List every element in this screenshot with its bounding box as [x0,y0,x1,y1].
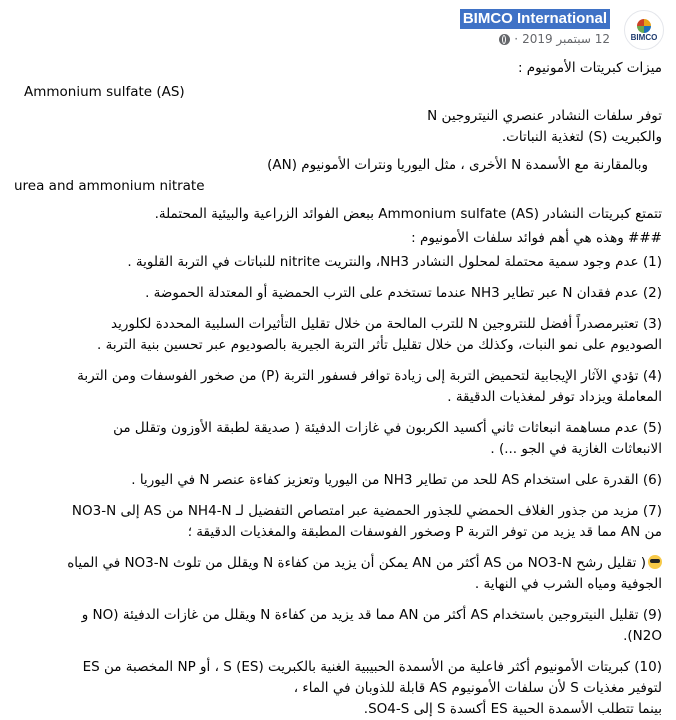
list-item: (10) كبريتات الأمونيوم أكثر فاعلية من الأسمدة الحبيبية الغنية بالكبريت S (ES) ، أو NP المخصبة من ES [82,659,662,675]
avatar-label: BIMCO [630,32,658,42]
text-line: والكبريت (S) لتغذية النباتات. [501,129,662,145]
text-line: وبالمقارنة مع الأسمدة N الأخرى ، مثل اليوريا ونترات الأمونيوم (AN) [267,157,648,173]
list-item: (3) تعتبرمصدراً أفضل للنتروجين N للترب المالحة من خلال تقليل التأثيرات السلبية المحددة لكلوريد [111,316,662,332]
list-item-continued: من AN مما قد يزيد من توفر التربة P وصخور الفوسفات المطبقة والمغذيات الدقيقة ؛ [187,524,662,540]
list-item-continued: الانبعاثات الغازية في الجو ...) . [490,441,662,457]
post-heading: ميزات كبريتات الأمونيوم : [517,60,662,76]
list-item-continued: بينما تتطلب الأسمدة الحبية ES أكسدة S إلى SO4-S. [363,701,662,717]
list-item-continued: الصوديوم على نمو النبات، وكذلك من خلال تقليل تأثر التربة الجيرية بالصوديوم عبر تحسين بنية التربة . [97,337,662,353]
list-item: (7) مزيد من جذور الغلاف الحمضي للجذور الحمضية عبر امتصاص التفضيل لـ NH4-N من AS إلى NO3-N [71,503,662,519]
as-english-line: Ammonium sulfate (AS) [24,84,185,100]
urea-english-line: urea and ammonium nitrate [14,178,205,194]
list-item: (2) عدم فقدان N عبر تطاير NH3 عندما تستخدم على الترب الحمضية أو المعتدلة الحموضة . [145,285,662,301]
list-item-continued: لتوفير مغذيات S لأن سلفات الأمونيوم AS قابلة للذوبان في الماء ، [293,680,662,696]
list-item-continued: N2O). [623,628,662,644]
list-item: (4) تؤدي الآثار الإيجابية لتحميض التربة إلى زيادة توافر فسفور التربة (P) من صخور الفوسفات ومن التربة [77,368,662,384]
list-item: (1) عدم وجود سمية محتملة لمحلول النشادر NH3، والنتريت nitrite للنباتات في التربة القلوية . [127,254,662,270]
benefits-heading: ### وهذه هي أهم فوائد سلفات الأمونيوم : [411,230,662,246]
text-line: توفر سلفات النشادر عنصري النيتروجين N [427,108,662,124]
page-name-link[interactable]: BIMCO International [460,9,610,29]
page-avatar[interactable] [624,10,664,50]
list-item-continued: المعاملة ويزداد توفر لمغذيات الدقيقة . [447,389,662,405]
post-header [12,6,664,52]
list-item: (9) تقليل النيتروجين باستخدام AS أكثر من AN مما قد يزيد من كفاءة N ويقلل من غازات الدفيئة (NO و [81,607,662,623]
post-meta [499,32,610,46]
sunglasses-emoji-icon [648,555,662,569]
post-date-link[interactable]: 12 سبتمبر 2019 [522,32,610,46]
list-item: (6) القدرة على استخدام AS للحد من تطاير NH3 من اليوريا وتعزيز كفاءة عنصر N في اليوريا . [131,472,662,488]
list-item-continued: الجوفية ومياه الشرب في النهاية . [474,576,662,592]
globe-icon [499,34,510,45]
post-text [14,58,662,720]
bimco-logo-icon [637,19,651,33]
meta-separator: · [514,32,519,46]
list-item: (5) عدم مساهمة انبعاثات ثاني أكسيد الكربون في غازات الدفيئة ( صديقة لطبقة الأوزون وتقلل من [113,420,662,436]
text-line: تتمتع كبريتات النشادر Ammonium sulfate (AS) ببعض الفوائد الزراعية والبيئية المحتملة. [154,206,662,222]
list-item-text: ( تقليل رشح NO3-N من AS أكثر من AN يمكن أن يزيد من كفاءة N ويقلل من تلوث NO3-N في المياه [67,555,646,571]
list-item-8 [14,553,662,574]
